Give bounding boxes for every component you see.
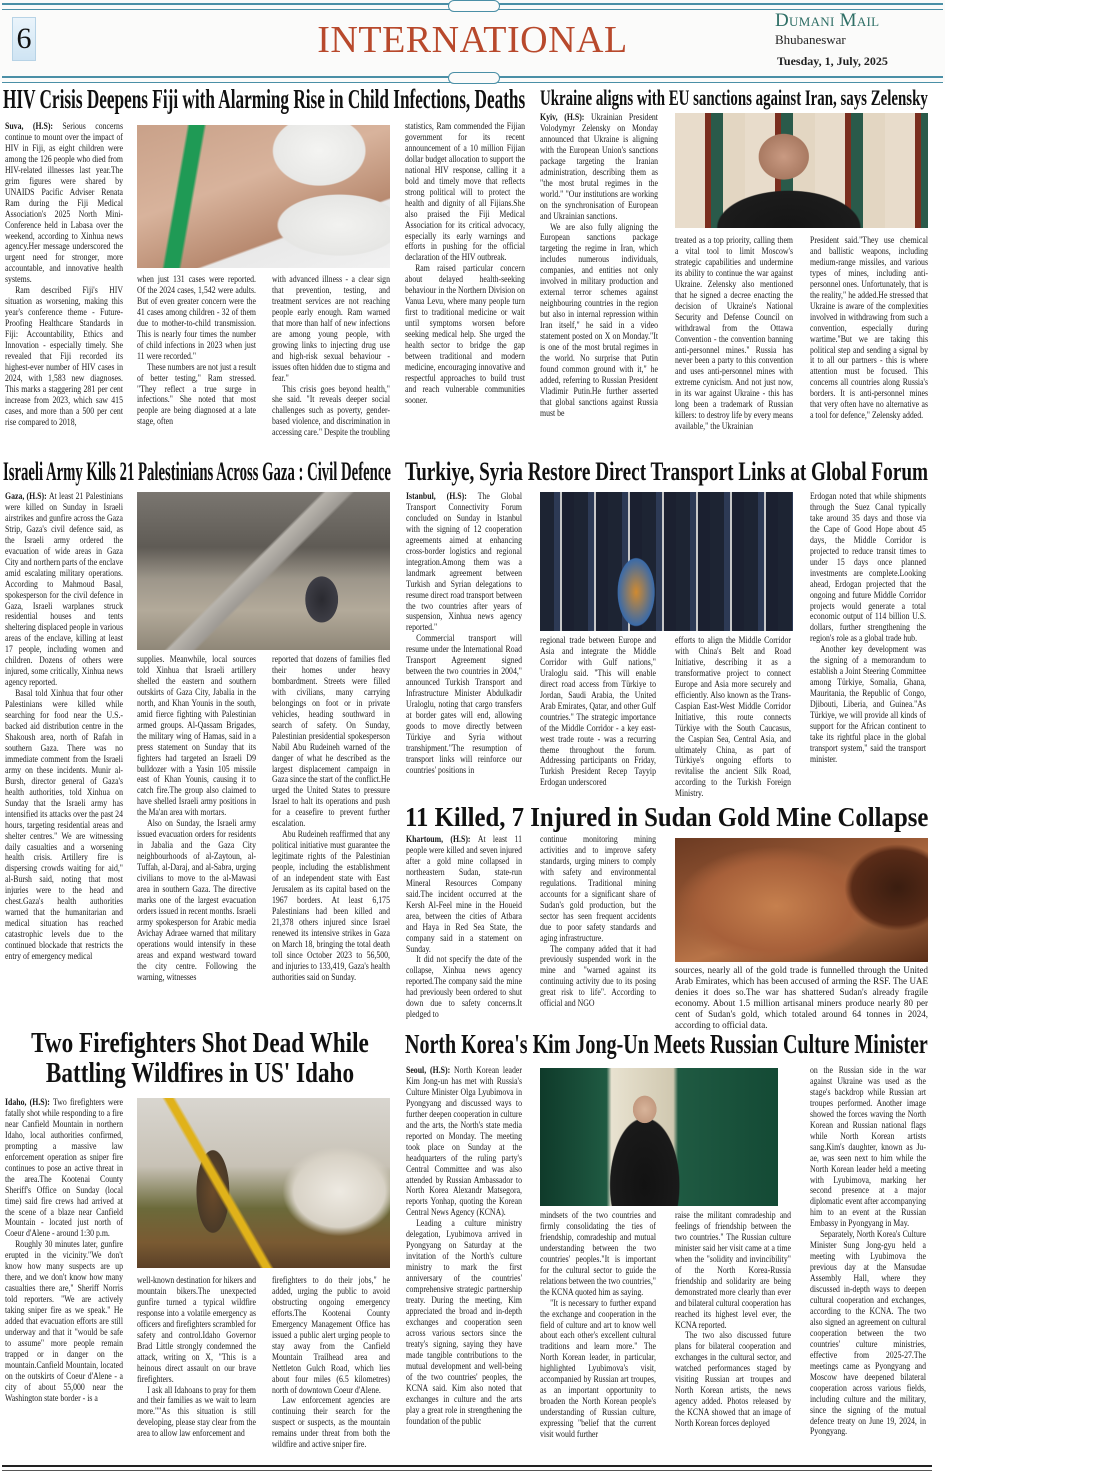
- paragraph-text: when just 131 cases were reported. Of the 2024 cases, 1,542 were adults. But of even greater concern were the 41 cases among children - 32 of them due to mother-to-child transmission. This is nearly four times the number of child infections in 2023 when just 11 were recorded.": [137, 275, 256, 362]
- paragraph-text: Two firefighters were fatally shot while responding to a fire near Canfield Mountain in northern Idaho, local authorities confirmed, prompting a massive law enforcement operation as sniper fire continues to pose an active threat in the area.The Kootenai County Sheriff's Office on Sunday (local time) said fire crews had arrived at the scene of a blaze near Canfield Mountain - located just north of Coeur d'Alene - around 1:30 p.m.: [5, 1098, 123, 1240]
- paragraph: [406, 955, 522, 1021]
- paragraph: [540, 835, 656, 945]
- paragraph-text: treated as a top priority, calling them a vital tool to limit Moscow's strategic capabilities and undermine its ability to continue the war against Ukraine. Zelensky also mentioned that he signed a decree enacting the decision of Ukraine's National Security and Defense Council on withdrawal from the Ottawa Convention - the convention banning anti-personnel mines." Russia has never been a party to this convention and uses anti-personnel mines with extreme cynicism. And not just now, in its war against Ukraine - this has long been a trademark of Russian killers: to destroy life by every means available," the Ukrainian: [675, 236, 793, 433]
- paragraph: [405, 122, 525, 264]
- paragraph: [405, 264, 525, 406]
- paragraph: [5, 286, 123, 428]
- edition-city: Bhubaneswar: [775, 32, 846, 47]
- paragraph-text: reported that dozens of families fled their homes under heavy bombardment. Streets were filled with civilians, many carrying belongings on foot or in private vehicles, heading southward in search of safety. On Sunday, Palestinian presidential spokesperson Nabil Abu Rudeineh warned of the danger of what he described as the largest displacement campaign in Gaza since the start of the conflict.He urged the United States to pressure Israel to halt its operations and push for a ceasefire to prevent further escalation.: [272, 655, 390, 830]
- paragraph: [675, 636, 791, 800]
- paragraph-text: Erdogan noted that while shipments through the Suez Canal typically take around 35 days and those via the Cape of Good Hope about 45 days, the Middle Corridor is projected to reduce transit times to under 15 days once planned investments are complete.Looking ahead, Erdogan projected that the ongoing and future Middle Corridor projects would generate a total economic output of 114 billion U.S. dollars, further strengthening the region's role as a global trade hub.: [810, 492, 926, 645]
- dateline: Istanbul, (H.S):: [406, 492, 478, 502]
- ornament-bottom: [448, 72, 500, 84]
- masthead: [0, 0, 945, 82]
- paragraph: [406, 492, 522, 634]
- paragraph: [540, 1211, 656, 1299]
- paragraph: [5, 1098, 123, 1240]
- paragraph: [272, 655, 390, 830]
- paragraph-text: well-known destination for hikers and mountain bikers.The unexpected gunfire turned a typical wildfire response into a volatile emergency as officers and firefighters scrambled for safety and control.Idaho Governor Brad Little strongly condemned the attack, writing on X, "This is a heinous direct assault on our brave firefighters.: [137, 1276, 256, 1385]
- text-column: [5, 122, 123, 452]
- paragraph-text: sources, nearly all of the gold trade is funnelled through the United Arab Emirates, which has been accused of arming the RSF. The UAE denies it does so.The war has shattered Sudan's already fragile economy. About 1.5 million artisanal miners produce nearly 80 per cent of Sudan's gold, which totaled around 64 tonnes in 2024, according to official data.: [675, 966, 928, 1031]
- text-column-inner: [406, 492, 522, 777]
- headline-text: 11 Killed, 7 Injured in Sudan Gold Mine Collapse: [405, 802, 929, 832]
- paragraph: [810, 645, 926, 765]
- paragraph-text: Separately, North Korea's Culture Minister Sung Jong-gyu held a meeting with Lyubimova the previous day at the Mansudae Assembly Hall, where they discussed in-depth ways to deepen cultural cooperation and exchanges, according to the KCNA. The two also signed an agreement on cultural cooperation between the two countries' culture ministries, effective from 2025-27.The meetings came as Pyongyang and Moscow have deepened bilateral cooperation across various fields, including culture and the military, since the signing of the mutual defence treaty on June 19, 2024, in Pyongyang.: [810, 1230, 926, 1438]
- text-column: [406, 835, 522, 1023]
- paragraph-text: Leading a culture ministry delegation, Lyubimova arrived in Pyongyang on Saturday at the invitation of the North's culture ministry to mark the first anniversary of the countries' comprehensive strategic partnership treaty. During the meeting, Kim appreciated the broad and in-depth exchanges and cooperation seen across various sectors since the treaty's signing, saying they have made tangible contributions to the mutual development and well-being of the two countries' peoples, the KCNA said. Kim also noted that exchanges in culture and the arts play a great role in strengthening the foundation of the public: [406, 1219, 522, 1427]
- text-column-inner: [405, 122, 525, 407]
- page-bottom-rule: [2, 1465, 932, 1471]
- paragraph: [810, 1230, 926, 1438]
- paragraph: [406, 835, 522, 955]
- text-column-inner: [810, 1066, 926, 1438]
- text-column: [272, 275, 390, 453]
- headline: [3, 85, 525, 115]
- text-column-inner: [137, 655, 256, 984]
- paragraph: [137, 1386, 256, 1441]
- paragraph-text: Serious concerns continue to mount over the impact of HIV in Fiji, as eight children were among the 126 people who died from HIV-related illnesses last year.The grim figures were shared by UNAIDS Pacific Adviser Renata Ram during the Fiji Medical Association's 2025 North Mini-Conference held in Labasa over the weekend, according to Xinhua news agency.Her message underscored the urgent need for stronger, more accountable, and innovative health systems.: [5, 122, 123, 286]
- text-column-inner: [5, 492, 123, 963]
- headline-text: Ukraine aligns with EU sanctions against Iran, says Zelensky: [540, 85, 928, 110]
- paragraph-text: regional trade between Europe and Asia and integrate the Middle Corridor with Gulf nations," Uraloglu said. "This will enable direct road access from Türkiye to Jordan, Saudi Arabia, the United Arab Emirates, Qatar, and other Gulf countries." The strategic importance of the Middle Corridor - a key east-west trade route - was a recurring theme throughout the forum. Addressing participants on Friday, Turkish President Recep Tayyip Erdogan underscored: [540, 636, 656, 789]
- paragraph: [675, 1211, 791, 1331]
- ornament-top: [448, 0, 500, 12]
- text-column: [540, 835, 656, 1023]
- paragraph: [675, 1331, 791, 1430]
- text-column: [810, 1066, 926, 1464]
- text-column: [810, 492, 926, 803]
- paragraph-text: "It is necessary to further expand the exchange and cooperation in the field of culture and art to know well about each other's excellent cultural traditions and learn more." The North Korean leader, in particular, highlighted Lyubimova's visit, accompanied by Russian art troupes, as an important opportunity to broaden the North Korean people's understanding of Russian culture, expressing "belief that the current visit would further: [540, 1298, 656, 1441]
- article-photo: [137, 1098, 390, 1268]
- text-column: [540, 1211, 656, 1464]
- paragraph-text: Ukrainian President Volodymyr Zelensky on Monday announced that Ukraine is aligning with the European Union's sanctions package targeting the Iranian administration, describing them as "the most brutal regimes in the world." "Our institutions are working on the synchronisation of European and Ukrainian sanctions.: [540, 113, 658, 222]
- text-column-inner: [540, 636, 656, 789]
- text-column: [810, 236, 928, 453]
- paragraph: [540, 1299, 656, 1441]
- text-column: [675, 1211, 791, 1464]
- paragraph-text: Roughly 30 minutes later, gunfire erupted in the vicinity."We don't know how many suspects are up there, and we don't know how many casualties there are," Sheriff Norris told reporters. "We are actively taking sniper fire as we speak." He added that evacuation efforts are still underway and that it "would be safe to assume" more people remain trapped or in danger on the mountain.Canfield Mountain, located on the outskirts of Coeur d'Alene - a city of about 55,000 near the Washington state border - is a: [5, 1240, 123, 1404]
- paragraph: [810, 1066, 926, 1230]
- paragraph-text: Ram raised particular concern about delayed health-seeking behaviour in the Northern Division on Vanua Levu, where many people turn first to traditional medicine or wait until symptoms worsen before seeking medical help. She urged the health sector to bridge the gap between traditional and modern medicine, encouraging innovative and respectful approaches to build trust and reach vulnerable communities sooner.: [405, 264, 525, 406]
- text-column: [675, 636, 791, 803]
- paragraph: [810, 492, 926, 645]
- text-column: [137, 1276, 256, 1464]
- text-column: [540, 113, 658, 453]
- text-column-inner: [810, 492, 926, 766]
- paragraph-text: It did not specify the date of the collapse, Xinhua news agency reported.The company said the mine had previously been ordered to shut down due to safety concerns.It pledged to: [406, 955, 522, 1021]
- paragraph: [406, 1066, 522, 1219]
- text-column: [675, 236, 793, 453]
- article-photo: [675, 838, 928, 962]
- text-column-inner: [5, 1098, 123, 1405]
- paragraph: [272, 1396, 390, 1451]
- text-column-inner: [540, 1211, 656, 1441]
- paragraph: [272, 275, 390, 385]
- paragraph: [137, 655, 256, 819]
- paragraph-text: At least 21 Palestinians were killed on Sunday in Israeli airstrikes and gunfire across the Gaza Strip, Gaza's civil defence said, as the Israeli army ordered the evacuation of wide areas in Gaza City and northern parts of the enclave amid escalating military operations. According to Mahmoud Basal, spokesperson for the civil defence in Gaza, Israeli warplanes struck residential houses and tents sheltering displaced people in various areas of the enclave, killing at least 17 people, including women and children. Dozens of others were injured, some critically, Xinhua news agency reported.: [5, 492, 123, 689]
- dateline: Idaho, (H.S):: [5, 1098, 54, 1108]
- headline: [3, 458, 391, 491]
- paragraph: [540, 945, 656, 1011]
- headline: [540, 86, 928, 110]
- paragraph: [5, 492, 123, 689]
- paragraph-text: This crisis goes beyond health," she said. "It reveals deeper social challenges such as poverty, gender-based violence, and discrimination in accessing care." Despite the troubling: [272, 384, 390, 439]
- dateline: Seoul, (H.S):: [406, 1066, 455, 1076]
- headline: [405, 1030, 928, 1062]
- text-column-inner: [406, 1066, 522, 1427]
- paragraph: [137, 363, 256, 429]
- paragraph: [810, 236, 928, 422]
- paragraph-text: efforts to align the Middle Corridor with China's Belt and Road Initiative, describing it as a transformative project to connect Europe and Asia more securely and efficiently. Also known as the Trans-Caspian East-West Middle Corridor Initiative, this route connects Türkiye with the South Caucasus, the Caspian Sea, Central Asia, and ultimately China, as part of Türkiye's ongoing efforts to revitalise the ancient Silk Road, according to the Turkish Foreign Ministry.: [675, 636, 791, 800]
- dateline: Gaza, (H.S):: [5, 492, 49, 502]
- text-column-inner: [675, 1211, 791, 1430]
- paragraph-text: The two also discussed future plans for bilateral cooperation and exchanges in the cultural sector, and watched performances staged by visiting Russian art troupes and North Korean artists, the news agency added. Photos released by the KCNA showed that an image of North Korean forces deployed: [675, 1331, 791, 1430]
- text-column-inner: [540, 835, 656, 1010]
- text-column: [272, 1276, 390, 1464]
- paragraph: [540, 223, 658, 420]
- text-column-inner: [406, 835, 522, 1021]
- text-column-inner: [137, 275, 256, 428]
- text-column-inner: [272, 1276, 390, 1451]
- text-column: [5, 492, 123, 1022]
- dateline: Khartoum, (H.S):: [406, 835, 478, 845]
- article-photo: [137, 492, 390, 650]
- paragraph-text: raise the militant comradeship and feelings of friendship between the two countries." The Russian culture minister said her visit came at a time when the "solidity and invincibility" of the North Korea-Russia friendship and solidarity are being demonstrated more clearly than ever and bilateral cultural cooperation has reached its highest level ever, the KCNA reported.: [675, 1211, 791, 1331]
- paragraph-text: continue monitoring mining activities and to improve safety standards, urging miners to comply with safety and environmental regulations. Traditional mining accounts for a significant share of Sudan's gold production, but the sector has seen frequent accidents due to poor safety standards and aging infrastructure.: [540, 835, 656, 944]
- paragraph: [272, 830, 390, 983]
- paragraph: [137, 1276, 256, 1386]
- article-photo: [540, 492, 793, 631]
- paragraph: [137, 275, 256, 363]
- paragraph-text: supplies. Meanwhile, local sources told Xinhua that Israeli artillery shelled the eastern and southern outskirts of Gaza City, Jabalia in the north, and Khan Younis in the south, amid fierce fighting with Palestinian armed groups. Al-Qassam Brigades, the military wing of Hamas, said in a press statement on Sunday that its fighters had targeted an Israeli D9 bulldozer with a Yasin 105 missile east of Khan Younis, causing it to catch fire.The group also claimed to have shelled Israeli army positions in the Ma'an area with mortars.: [137, 655, 256, 819]
- text-column-inner: [540, 113, 658, 420]
- paragraph-text: Law enforcement agencies are continuing their search for the suspect or suspects, as the mountain remains under threat from both the wildfire and active sniper fire.: [272, 1396, 390, 1451]
- paragraph-text: Commercial transport will resume under the International Road Transport Agreement signed between the two countries in 2004," announced Turkish Transport and Infrastructure Minister Abdulkadir Uraloglu, noting that cargo transfers at border gates will end, allowing goods to move directly between Türkiye and Syria without transhipment."The resumption of transport links will reinforce our countries' positions in: [406, 634, 522, 776]
- section-title: INTERNATIONAL: [317, 19, 628, 61]
- text-column-inner: [272, 655, 390, 984]
- paragraph-text: Another key development was the signing of a memorandum to establish a Joint Steering Committee among Türkiye, Somalia, Ghana, Mauritania, the Republic of Congo, Djibouti, Liberia, and Guinea."As Türkiye, we will provide all kinds of support for the African continent to take its rightful place in the global transport system," said the transport minister.: [810, 645, 926, 765]
- text-column: [540, 636, 656, 803]
- newspaper-name: Dumani Mail: [775, 10, 880, 31]
- text-column-inner: [810, 236, 928, 422]
- headline-text: Turkiye, Syria Restore Direct Transport Links at Global Forum: [405, 457, 929, 486]
- paragraph: [5, 122, 123, 286]
- headline-text: North Korea's Kim Jong-Un Meets Russian Culture Minister: [405, 1029, 928, 1059]
- dateline: Kyiv, (H.S):: [540, 113, 592, 123]
- headline: [10, 1028, 390, 1094]
- text-column-inner: [675, 236, 793, 433]
- headline: [405, 803, 928, 833]
- paragraph-text: Basal told Xinhua that four other Palestinians were killed while searching for food near the U.S.-backed aid distribution centre in the Shakoush area, north of Rafah in southern Gaza. There was no immediate comment from the Israeli army on these incidents. Munir al-Bursh, director general of Gaza's health authorities, told Xinhua on Sunday that the Israeli army has intensified its attacks over the past 24 hours, targeting residential areas and shelter centres." We are witnessing daily casualties and a worsening health crisis. Artillery fire is dispersing crowds waiting for aid," al-Bursh said, noting that most injuries were to the head and chest.Gaza's health authorities warned that the humanitarian and medical situation has reached catastrophic levels due to the continued blockade that restricts the entry of emergency medical: [5, 689, 123, 963]
- paragraph: [5, 1240, 123, 1404]
- paragraph-text: North Korean leader Kim Jong-un has met with Russia's Culture Minister Olga Lyubimova in Pyongyang and discussed ways to further deepen cooperation in culture and the arts, the North's state media reported on Monday. The meeting took place on Sunday at the headquarters of the ruling party's Central Committee and was also attended by Russian Ambassador to North Korea Alexandr Matsegora, reports Yonhap, quoting the Korean Central News Agency (KCNA).: [406, 1066, 522, 1219]
- article-photo: [675, 113, 928, 228]
- paragraph: [540, 113, 658, 223]
- paragraph-text: firefighters to do their jobs," he added, urging the public to avoid obstructing ongoing emergency efforts.The Kootenai County Emergency Management Office has issued a public alert urging people to stay away from the Canfield Mountain Trailhead area and Nettleton Gulch Road, which lies about four miles (6.5 kilometres) north of downtown Coeur d'Alene.: [272, 1276, 390, 1396]
- paragraph: [540, 636, 656, 789]
- paragraph-text: The Global Transport Connectivity Forum concluded on Sunday in Istanbul with the signing of 12 cooperation agreements aimed at enhancing cross-border logistics and regional integration.Among them was a landmark agreement between Turkish and Syrian delegations to resume direct road transport between the two countries after years of suspension, Xinhua news agency reported.": [406, 492, 522, 634]
- article-photo: [137, 125, 390, 268]
- paragraph-text: I ask all Idahoans to pray for them and their families as we wait to learn more.""As this situation is still developing, please stay clear from the area to allow law enforcement and: [137, 1385, 256, 1440]
- paragraph-text: President said."They use chemical and ballistic weapons, including medium-range missiles, and various types of mines, including anti-personnel ones. Unfortunately, that is the reality," he added.He stressed that Ukraine is aware of the complexities involved in withdrawing from such a convention, especially during wartime."But we are taking this political step and sending a signal by it to all our partners - this is where attention must be focused. This concerns all countries along Russia's borders. It is anti-personnel mines that very often have no alternative as a tool for defence," Zelensky added.: [810, 236, 928, 422]
- paragraph-text: with advanced illness - a clear sign that prevention, testing, and treatment services are not reaching people early enough. Ram warned that more than half of new infections are among young people, with growing links to injecting drug use and high-risk sexual behaviour - issues often hidden due to stigma and fear.": [272, 275, 390, 384]
- paragraph-text: We are also fully aligning the European sanctions package targeting the regime in Iran, which includes numerous individuals, companies, and entities not only involved in military production and external terror schemes against neighbouring countries in the region but also in internal repression within Iran itself," he said in a video statement posted on X on Monday."It is one of the most brutal regimes in the world. No surprise that Putin found common ground with it," he added, referring to Russian President Vladimir Putin.He further asserted that global sanctions against Russia must be: [540, 222, 658, 419]
- paragraph: [675, 236, 793, 433]
- issue-date: Tuesday, 1, July, 2025: [777, 54, 888, 68]
- paragraph-text: on the Russian side in the war against Ukraine was used as the stage's backdrop while Russian art troupes performed. Another image showed the forces waving the North Korean and Russian national flags while North Korean artists sang.Kim's daughter, known as Ju-ae, was seen next to him while the North Korean leader held a meeting with Lyubimova, marking her second presence at a major diplomatic event after accompanying him to an event at the Russian Embassy in Pyongyang in May.: [810, 1066, 927, 1230]
- text-column: [406, 492, 522, 803]
- text-column: [5, 1098, 123, 1465]
- text-column-inner: [675, 966, 928, 1032]
- text-column-inner: [137, 1276, 256, 1440]
- paragraph: [406, 1219, 522, 1427]
- paragraph-text: The company added that it had previously suspended work in the mine and "warned against its continuing activity due to its posing great risk to life". According to official and NGO: [540, 944, 656, 1010]
- paragraph-text: statistics, Ram commended the Fijian government for its recent announcement of a 10 million Fijian dollar budget allocation to support the national HIV response, calling it a bold and timely move that reflects strong political will to protect the health and dignity of all Fijians.She also praised the Fiji Medical Association for its critical advocacy, especially its early warnings and efforts in pushing for the official declaration of the HIV outbreak.: [405, 122, 525, 264]
- dateline: Suva, (H.S):: [5, 122, 63, 132]
- headline-text: Israeli Army Kills 21 Palestinians Across Gaza : Civil Defence: [3, 457, 391, 486]
- paragraph-text: mindsets of the two countries and firmly consolidating the ties of friendship, comradeship and mutual understanding between the two countries' peoples."It is important for the cultural sector to guide the relations between the two countries," the KCNA quoted him as saying.: [540, 1211, 656, 1298]
- headline-text: Two Firefighters Shot Dead While Battling Wildfires in US' Idaho: [31, 1027, 369, 1090]
- page-number: 6: [12, 17, 36, 61]
- paragraph: [272, 385, 390, 440]
- text-column: [137, 655, 256, 1022]
- headline: [405, 458, 928, 491]
- paragraph-text: At least 11 people were killed and seven injured after a gold mine collapsed in northeastern Sudan, state-run Mineral Resources Company said.The incident occurred at the Kersh Al-Feel mine in the Houeid area, between the cities of Atbara and Haya in Red Sea State, the company said in a statement on Sunday.: [406, 835, 523, 955]
- paragraph: [137, 819, 256, 983]
- paragraph-text: Abu Rudeineh reaffirmed that any political initiative must guarantee the legitimate rights of the Palestinian people, including the establishment of an independent state with East Jerusalem as its capital based on the 1967 borders. At least 6,175 Palestinians had been killed and 21,378 others injured since Israel renewed its intensive strikes in Gaza on March 18, bringing the total death toll since October 2023 to 56,500, and injuries to 133,419, Gaza's health authorities said on Sunday.: [272, 830, 390, 983]
- text-column-inner: [5, 122, 123, 429]
- paragraph: [406, 634, 522, 776]
- text-column: [406, 1066, 522, 1464]
- paragraph: [5, 689, 123, 963]
- text-column: [405, 122, 525, 452]
- article-photo: [540, 1068, 778, 1206]
- paragraph: [272, 1276, 390, 1396]
- headline-text: HIV Crisis Deepens Fiji with Alarming Rise in Child Infections, Deaths: [3, 84, 526, 114]
- text-column: [272, 655, 390, 1022]
- text-column-inner: [272, 275, 390, 439]
- text-column-inner: [675, 636, 791, 800]
- text-column: [675, 966, 928, 1031]
- paragraph-text: Also on Sunday, the Israeli army issued evacuation orders for residents in Jabalia and the Gaza City neighbourhoods of al-Zaytoun, al-Tuffah, al-Daraj, and al-Sabra, urging civilians to move to the al-Mawasi area in southern Gaza. The directive marks one of the largest evacuation orders issued in recent months. Israeli army spokesperson for Arabic media Avichay Adraee warned that military operations would intensify in these areas and expand westward toward the city centre. Following the warning, witnesses: [137, 819, 256, 983]
- paragraph: [675, 966, 928, 1032]
- paragraph-text: These numbers are not just a result of better testing," Ram stressed. "They reflect a true surge in infections." She noted that most people are being diagnosed at a late stage, often: [137, 362, 256, 428]
- text-column: [137, 275, 256, 453]
- paragraph-text: Ram described Fiji's HIV situation as worsening, making this year's conference theme - Future-Proofing Healthcare Standards in Fiji: Accountability, Ethics and Innovation - especially timely. She revealed that Fiji recorded its highest-ever number of HIV cases in 2024, with 1,583 new diagnoses. This marks a staggering 281 per cent increase from 2023, which saw 415 cases, and more than a 500 per cent rise compared to 2018,: [5, 286, 123, 428]
